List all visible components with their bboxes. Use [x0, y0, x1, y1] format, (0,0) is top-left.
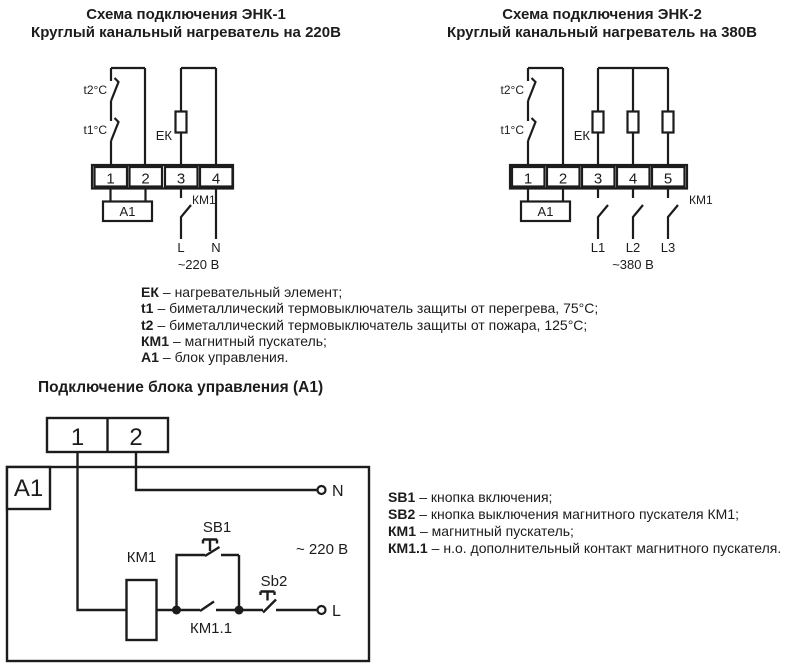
- legend-item: SB2 – кнопка выключения магнитного пускателя КМ1;: [388, 506, 740, 522]
- ek-label: ЕК: [573, 128, 590, 143]
- terminal-4-label: 4: [628, 170, 638, 188]
- junction-dot: [235, 606, 244, 615]
- a1-label: А1: [537, 204, 554, 219]
- km1-label: КМ1: [689, 193, 713, 207]
- schematic1-title-line1: Схема подключения ЭНК-1: [86, 6, 286, 23]
- voltage-label: ~220 В: [177, 257, 220, 272]
- thermal-switch-t1-icon: [528, 118, 536, 141]
- legend-item: КМ1.1 – н.о. дополнительный контакт магнитного пускателя.: [388, 540, 782, 556]
- t1-label: t1°C: [500, 123, 524, 137]
- thermal-switch-circuit: [528, 68, 563, 165]
- heating-element-icon: [628, 112, 639, 133]
- legend-item: А1 – блок управления.: [141, 349, 289, 366]
- heating-element-icon: [593, 112, 604, 133]
- terminal-5-label: 5: [663, 170, 673, 188]
- control-legend: [388, 489, 781, 557]
- phase-l3-label: L3: [660, 240, 676, 255]
- legend-item: ЕК – нагревательный элемент;: [141, 284, 343, 300]
- control-block-diagram: [5, 410, 380, 668]
- line-label: L: [332, 603, 341, 620]
- km11-label: КМ1.1: [189, 620, 233, 637]
- km1-contact-icon: [668, 205, 678, 239]
- km1-label: КМ1: [126, 549, 157, 566]
- terminal-1-label: 1: [70, 424, 85, 451]
- voltage-label: ~ 220 В: [296, 541, 349, 558]
- neutral-label: N: [211, 240, 221, 255]
- heater-circuit: [176, 68, 217, 165]
- heating-element-icon: [663, 112, 674, 133]
- t2-label: t2°C: [500, 83, 524, 97]
- a1-label: А1: [13, 475, 44, 502]
- km1-label: КМ1: [192, 193, 216, 207]
- a1-label: А1: [119, 204, 136, 219]
- km1-contacts: [598, 189, 678, 240]
- schematic2-title-line1: Схема подключения ЭНК-2: [502, 6, 702, 23]
- t2-label: t2°C: [83, 83, 107, 97]
- km1-coil-icon: [127, 580, 157, 640]
- terminal-2-label: 2: [141, 170, 150, 188]
- heater-circuit: [593, 68, 674, 165]
- control-section-heading: Подключение блока управления (А1): [38, 379, 324, 396]
- schematic2-title-line2: Круглый канальный нагреватель на 380В: [447, 23, 757, 41]
- terminal-1-label: 1: [523, 170, 533, 188]
- component-legend: [141, 284, 598, 365]
- line-terminal-icon: [318, 606, 326, 614]
- t1-label: t1°C: [83, 123, 107, 137]
- enk1-wiring-diagram: [55, 55, 305, 275]
- junction-dot: [172, 606, 181, 615]
- ek-label: ЕК: [155, 128, 172, 143]
- legend-item: t2 – биметаллический термовыключатель защиты от пожара, 125°С;: [141, 316, 588, 333]
- km1-contact-icon: [181, 205, 191, 239]
- legend-item: КМ1 – магнитный пускатель;: [141, 332, 327, 349]
- schematic2-title: [424, 6, 780, 41]
- sb2-label: Sb2: [260, 573, 288, 590]
- terminal-block: [47, 418, 168, 452]
- phase-l1-label: L1: [590, 240, 606, 255]
- terminal-3-label: 3: [176, 170, 186, 188]
- line-label: L: [177, 240, 185, 255]
- enk2-wiring-diagram: [495, 55, 775, 275]
- thermal-switch-circuit: [111, 68, 145, 165]
- control-box-outline: [7, 467, 369, 661]
- schematic1-title: [8, 6, 364, 41]
- terminal-2-label: 2: [129, 424, 143, 451]
- sb1-label: SB1: [202, 519, 232, 536]
- terminal-1-label: 1: [106, 170, 115, 188]
- schematic1-title-line2: Круглый канальный нагреватель на 220В: [31, 23, 341, 41]
- km1-contact-icon: [633, 205, 643, 239]
- km1-contact-icon: [598, 205, 608, 239]
- neutral-terminal-icon: [318, 486, 326, 494]
- legend-item: t1 – биметаллический термовыключатель защиты от перегрева, 75°С;: [141, 300, 599, 317]
- heating-element-icon: [176, 112, 187, 133]
- terminal-4-label: 4: [211, 170, 221, 188]
- thermal-switch-t2-icon: [528, 78, 536, 101]
- thermal-switch-t2-icon: [111, 78, 119, 101]
- phase-l2-label: L2: [625, 240, 641, 255]
- neutral-label: N: [332, 483, 344, 500]
- terminal-3-label: 3: [593, 170, 603, 188]
- legend-item: SB1 – кнопка включения;: [388, 489, 553, 505]
- terminal-2-label: 2: [558, 170, 568, 188]
- voltage-label: ~380 В: [612, 257, 654, 272]
- thermal-switch-t1-icon: [111, 118, 119, 141]
- legend-item: КМ1 – магнитный пускатель;: [388, 523, 574, 539]
